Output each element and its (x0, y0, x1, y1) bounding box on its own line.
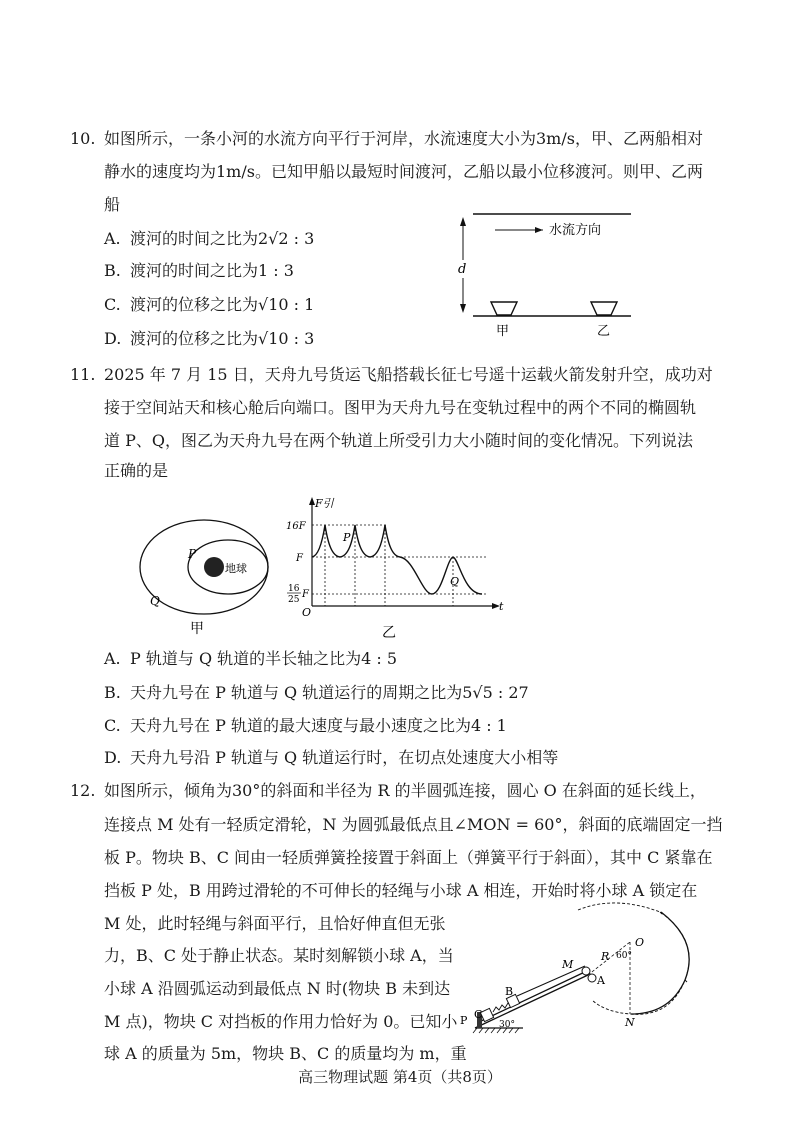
semicircle-arc (578, 903, 689, 1014)
label-a: A (597, 974, 605, 987)
boat-yi-label: 乙 (597, 324, 611, 339)
orbit-q-label: Q (150, 594, 160, 608)
q11-option-d: D. 天舟九号沿 P 轨道与 Q 轨道运行时，在切点处速度大小相等 (104, 748, 559, 767)
tick-F: F (296, 553, 303, 564)
label-c: C (474, 1008, 483, 1021)
x-axis-label: t (499, 600, 504, 613)
q10-number: 10. (70, 129, 96, 148)
q10-line1: 10. 如图所示，一条小河的水流方向平行于河岸，水流速度大小为3m/s，甲、乙两船相对 (70, 129, 703, 148)
figure-jia-caption: 甲 (190, 621, 204, 637)
q10-line3: 船 (104, 195, 121, 214)
earth-icon (204, 557, 224, 577)
q11-line3: 道 P、Q，图乙为天舟九号在两个轨道上所受引力大小随时间的变化情况。下列说法 (104, 431, 693, 450)
pulley-m (582, 967, 590, 975)
y-axis-label: F引 (315, 497, 334, 510)
q11-force-graph (282, 492, 510, 642)
q12-line3: 板 P。物块 B、C 间由一轻质弹簧拴接置于斜面上（弹簧平行于斜面），其中 C 紧靠在 (104, 848, 713, 867)
tick-frac-den: 25 (288, 595, 300, 605)
q10-river-figure (445, 205, 645, 340)
label-m: M (562, 958, 574, 971)
q12-line7: 小球 A 沿圆弧运动到最低点 N 时(物块 B 未到达 (104, 979, 451, 998)
incline-surface (475, 975, 588, 1028)
q12-line6: 力，B、C 处于静止状态。某时刻解锁小球 A，当 (104, 946, 454, 965)
tick-frac-F: F (302, 589, 309, 600)
q11-line1: 11. 2025 年 7 月 15 日，天舟九号货运飞船搭载长征七号遥十运载火箭发射升空，成功对 (70, 365, 713, 384)
label-angle-60: 60° (616, 951, 632, 961)
curve-q-label: Q (450, 575, 460, 588)
semicircle-solid (631, 912, 689, 1014)
q10-option-c: C. 渡河的位移之比为√10 : 1 (104, 295, 315, 314)
q11-option-c: C. 天舟九号在 P 轨道的最大速度与最小速度之比为4 : 1 (104, 716, 507, 735)
label-n: N (625, 1016, 635, 1029)
figure-yi-caption: 乙 (382, 625, 396, 641)
tick-frac-num: 16 (288, 584, 300, 594)
q11-line2: 接于空间站天和核心舱后向端口。图甲为天舟九号在变轨过程中的两个不同的椭圆轨 (104, 398, 697, 417)
label-o: O (635, 936, 645, 949)
origin-label: O (302, 606, 312, 619)
q11-option-b: B. 天舟九号在 P 轨道与 Q 轨道运行的周期之比为5√5 : 27 (104, 683, 529, 702)
q10-option-b: B. 渡河的时间之比为1 : 3 (104, 261, 294, 280)
q12-line5: M 处，此时轻绳与斜面平行，且恰好伸直但无张 (104, 914, 446, 933)
q10-line2: 静水的速度均为1m/s。已知甲船以最短时间渡河，乙船以最小位移渡河。则甲、乙两 (104, 162, 703, 181)
q11-option-a: A. P 轨道与 Q 轨道的半长轴之比为4 : 5 (104, 649, 398, 668)
ball-a (588, 974, 596, 982)
orbit-p-label: P (188, 547, 197, 561)
label-r: R (601, 950, 610, 963)
width-arrowhead-bottom (460, 304, 466, 313)
flow-arrowhead (535, 227, 543, 233)
earth-label: 地球 (225, 562, 247, 575)
curve-p-label: P (343, 531, 351, 544)
q12-line1: 12. 如图所示，倾角为30°的斜面和半径为 R 的半圆弧连接，圆心 O 在斜面的延长线上， (70, 781, 706, 800)
flow-label: 水流方向 (549, 223, 602, 238)
label-b: B (505, 985, 514, 998)
q11-line4: 正确的是 (104, 461, 169, 480)
boat-jia (491, 302, 517, 315)
q11-orbit-figure (132, 515, 292, 645)
q12-number: 12. (70, 781, 96, 800)
q10-option-d: D. 渡河的位移之比为√10 : 3 (104, 329, 315, 348)
label-p: P (460, 1014, 468, 1027)
label-angle-30: 30° (499, 1020, 515, 1030)
q10-option-a: A. 渡河的时间之比为2√2 : 3 (104, 229, 315, 248)
tick-16F: 16F (286, 521, 306, 532)
width-label: d (458, 262, 467, 277)
q12-incline-figure (455, 900, 700, 1040)
q11-number: 11. (70, 365, 96, 384)
width-arrowhead-top (460, 217, 466, 226)
boat-yi (591, 302, 617, 315)
q12-line4: 挡板 P 处，B 用跨过滑轮的不可伸长的轻绳与小球 A 相连，开始时将小球 A 锁定在 (104, 881, 698, 900)
page-footer: 高三物理试题 第4页（共8页） (298, 1068, 502, 1086)
q12-line9: 球 A 的质量为 5m，物块 B、C 的质量均为 m，重 (104, 1044, 467, 1063)
q12-line8: M 点)，物块 C 对挡板的作用力恰好为 0。已知小 (104, 1012, 458, 1031)
q12-line2: 连接点 M 处有一轻质定滑轮，N 为圆弧最低点且∠MON = 60°，斜面的底端固定一挡 (104, 815, 723, 834)
boat-jia-label: 甲 (496, 324, 510, 339)
